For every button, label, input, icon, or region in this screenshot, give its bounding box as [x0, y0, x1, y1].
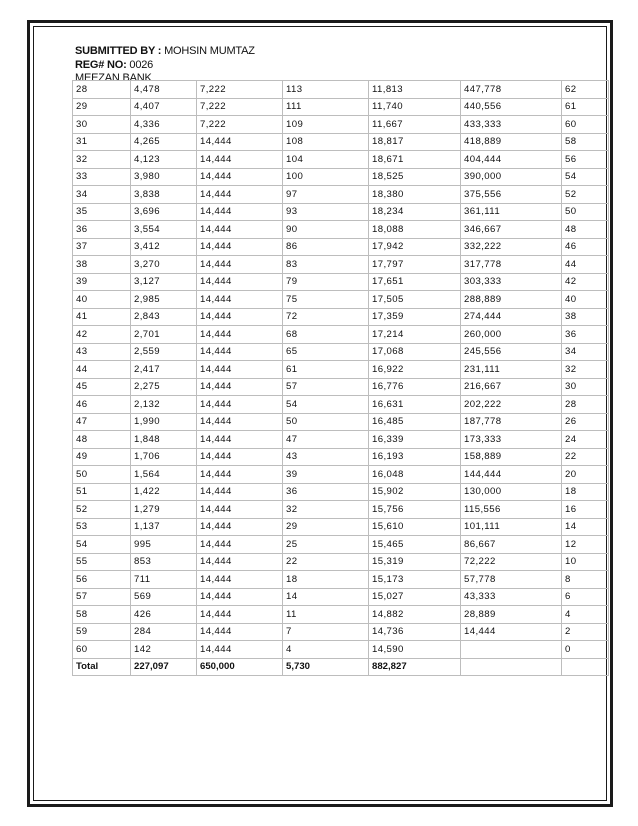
table-cell: 43: [283, 448, 369, 466]
submitted-by-value: MOHSIN MUMTAZ: [161, 45, 255, 57]
table-cell: 6: [562, 588, 609, 606]
table-cell: 8: [562, 571, 609, 589]
table-cell: 55: [73, 553, 131, 571]
table-cell: 2,275: [131, 378, 197, 396]
table-cell: 14,444: [197, 518, 283, 536]
table-cell: 93: [283, 203, 369, 221]
table-row: [73, 623, 609, 641]
table-cell: 173,333: [461, 431, 562, 449]
table-cell: [562, 658, 609, 676]
table-cell: 1,848: [131, 431, 197, 449]
table-cell: 4: [283, 641, 369, 659]
table-cell: 57,778: [461, 571, 562, 589]
table-cell: 52: [73, 501, 131, 519]
table-cell: 853: [131, 553, 197, 571]
table-cell: 3,412: [131, 238, 197, 256]
table-row: [73, 378, 609, 396]
table-cell: 1,279: [131, 501, 197, 519]
table-cell: 113: [283, 81, 369, 99]
table-cell: 41: [73, 308, 131, 326]
table-cell: 61: [562, 98, 609, 116]
table-cell: 51: [73, 483, 131, 501]
table-cell: 15,319: [369, 553, 461, 571]
schedule-table: [72, 80, 609, 676]
table-cell: 17,214: [369, 326, 461, 344]
table-cell: 7,222: [197, 81, 283, 99]
table-row: [73, 98, 609, 116]
table-cell: 38: [73, 256, 131, 274]
table-cell: 14,444: [197, 238, 283, 256]
table-cell: 16,631: [369, 396, 461, 414]
table-cell: 3,696: [131, 203, 197, 221]
table-cell: 4,478: [131, 81, 197, 99]
table-cell: 14,444: [197, 396, 283, 414]
table-row: [73, 588, 609, 606]
table-cell: 11,667: [369, 116, 461, 134]
table-cell: 17,651: [369, 273, 461, 291]
table-cell: 995: [131, 536, 197, 554]
table-cell: 10: [562, 553, 609, 571]
table-cell: 3,838: [131, 186, 197, 204]
table-cell: 418,889: [461, 133, 562, 151]
table-cell: 15,610: [369, 518, 461, 536]
table-cell: 34: [562, 343, 609, 361]
table-cell: 20: [562, 466, 609, 484]
table-cell: 36: [73, 221, 131, 239]
table-row: [73, 168, 609, 186]
table-cell: 60: [73, 641, 131, 659]
table-cell: 28,889: [461, 606, 562, 624]
table-cell: 14,444: [197, 466, 283, 484]
table-cell: 29: [283, 518, 369, 536]
table-cell: 14,444: [197, 448, 283, 466]
table-cell: 14,444: [197, 536, 283, 554]
table-cell: 44: [73, 361, 131, 379]
table-cell: 14,444: [197, 571, 283, 589]
table-row: [73, 326, 609, 344]
table-cell: 569: [131, 588, 197, 606]
table-row: [73, 221, 609, 239]
table-cell: 33: [73, 168, 131, 186]
table-cell: 14,444: [197, 553, 283, 571]
table-cell: 46: [562, 238, 609, 256]
table-cell: 83: [283, 256, 369, 274]
table-cell: 0: [562, 641, 609, 659]
table-cell: 32: [73, 151, 131, 169]
table-cell: 32: [562, 361, 609, 379]
table-cell: 46: [73, 396, 131, 414]
table-cell: 7,222: [197, 98, 283, 116]
table-cell: 14,444: [197, 483, 283, 501]
table-cell: 11,813: [369, 81, 461, 99]
table-cell: 3,127: [131, 273, 197, 291]
table-cell: 15,027: [369, 588, 461, 606]
table-row: [73, 536, 609, 554]
table-cell: 62: [562, 81, 609, 99]
table-row: [73, 116, 609, 134]
table-cell: 17,359: [369, 308, 461, 326]
table-cell: 14,444: [197, 273, 283, 291]
table-cell: 50: [283, 413, 369, 431]
table-cell: 650,000: [197, 658, 283, 676]
table-cell: 14,444: [197, 291, 283, 309]
table-row: [73, 466, 609, 484]
table-cell: 47: [73, 413, 131, 431]
table-cell: 288,889: [461, 291, 562, 309]
table-cell: 109: [283, 116, 369, 134]
table-cell: 30: [73, 116, 131, 134]
total-row: [73, 658, 609, 676]
table-cell: 42: [73, 326, 131, 344]
table-cell: 12: [562, 536, 609, 554]
table-cell: 433,333: [461, 116, 562, 134]
table-cell: 17,068: [369, 343, 461, 361]
table-cell: 16,193: [369, 448, 461, 466]
table-cell: 49: [73, 448, 131, 466]
table-cell: 14,444: [197, 256, 283, 274]
table-cell: 40: [562, 291, 609, 309]
table-cell: 11,740: [369, 98, 461, 116]
table-cell: 3,270: [131, 256, 197, 274]
table-cell: 284: [131, 623, 197, 641]
table-cell: [461, 641, 562, 659]
table-cell: 52: [562, 186, 609, 204]
table-cell: 58: [73, 606, 131, 624]
table-cell: 14,444: [461, 623, 562, 641]
table-cell: 18,380: [369, 186, 461, 204]
table-cell: 28: [73, 81, 131, 99]
table-cell: 16,485: [369, 413, 461, 431]
table-cell: 14,882: [369, 606, 461, 624]
table-cell: 86: [283, 238, 369, 256]
table-cell: 16,922: [369, 361, 461, 379]
table-cell: 104: [283, 151, 369, 169]
table-row: [73, 606, 609, 624]
reg-no-value: 0026: [126, 58, 154, 71]
table-row: [73, 431, 609, 449]
table-cell: 56: [73, 571, 131, 589]
table-cell: 37: [73, 238, 131, 256]
table-cell: 100: [283, 168, 369, 186]
table-cell: 711: [131, 571, 197, 589]
table-cell: 42: [562, 273, 609, 291]
table-cell: 142: [131, 641, 197, 659]
table-cell: 65: [283, 343, 369, 361]
table-cell: 18,817: [369, 133, 461, 151]
table-cell: 17,942: [369, 238, 461, 256]
table-cell: 5,730: [283, 658, 369, 676]
table-cell: 447,778: [461, 81, 562, 99]
table-cell: 48: [562, 221, 609, 239]
table-cell: 18: [283, 571, 369, 589]
table-row: [73, 396, 609, 414]
table-cell: 50: [73, 466, 131, 484]
table-cell: 14,444: [197, 501, 283, 519]
table-cell: 26: [562, 413, 609, 431]
table-cell: 59: [73, 623, 131, 641]
table-cell: 101,111: [461, 518, 562, 536]
table-cell: 58: [562, 133, 609, 151]
table-cell: 57: [283, 378, 369, 396]
table-cell: 18,088: [369, 221, 461, 239]
table-row: [73, 641, 609, 659]
table-row: [73, 413, 609, 431]
table-cell: 15,902: [369, 483, 461, 501]
table-cell: 1,137: [131, 518, 197, 536]
table-cell: 108: [283, 133, 369, 151]
table-cell: 303,333: [461, 273, 562, 291]
table-cell: 61: [283, 361, 369, 379]
submitted-by-line: [75, 45, 255, 59]
table-cell: 36: [283, 483, 369, 501]
table-cell: 14,444: [197, 151, 283, 169]
table-cell: 14,444: [197, 623, 283, 641]
table-cell: 2,985: [131, 291, 197, 309]
table-cell: 144,444: [461, 466, 562, 484]
table-cell: 50: [562, 203, 609, 221]
table-cell: 72: [283, 308, 369, 326]
table-cell: 25: [283, 536, 369, 554]
table-cell: 43,333: [461, 588, 562, 606]
table-cell: 130,000: [461, 483, 562, 501]
table-cell: 54: [562, 168, 609, 186]
table-cell: 48: [73, 431, 131, 449]
table-cell: 28: [562, 396, 609, 414]
table-row: [73, 361, 609, 379]
table-cell: 15,465: [369, 536, 461, 554]
table-cell: 18,671: [369, 151, 461, 169]
table-cell: 2,559: [131, 343, 197, 361]
table-cell: 17,797: [369, 256, 461, 274]
reg-no-line: [75, 59, 255, 73]
table-cell: 115,556: [461, 501, 562, 519]
table-cell: 79: [283, 273, 369, 291]
table-cell: 15,756: [369, 501, 461, 519]
table-cell: 75: [283, 291, 369, 309]
table-cell: 216,667: [461, 378, 562, 396]
table-cell: 44: [562, 256, 609, 274]
table-cell: 1,706: [131, 448, 197, 466]
table-row: [73, 291, 609, 309]
table-cell: 4,265: [131, 133, 197, 151]
table-cell: 1,564: [131, 466, 197, 484]
table-cell: Total: [73, 658, 131, 676]
table-row: [73, 448, 609, 466]
table-cell: 404,444: [461, 151, 562, 169]
table-cell: 14,444: [197, 133, 283, 151]
table-cell: 22: [562, 448, 609, 466]
table-cell: 68: [283, 326, 369, 344]
table-cell: 187,778: [461, 413, 562, 431]
table-cell: 14,444: [197, 343, 283, 361]
table-cell: 14,444: [197, 203, 283, 221]
table-cell: 231,111: [461, 361, 562, 379]
table-cell: 227,097: [131, 658, 197, 676]
table-cell: 14,444: [197, 431, 283, 449]
table-row: [73, 133, 609, 151]
table-cell: 2,132: [131, 396, 197, 414]
table-row: [73, 308, 609, 326]
table-cell: 97: [283, 186, 369, 204]
table-cell: 4,336: [131, 116, 197, 134]
table-cell: 202,222: [461, 396, 562, 414]
table-cell: 1,990: [131, 413, 197, 431]
table-cell: 15,173: [369, 571, 461, 589]
table-cell: 2: [562, 623, 609, 641]
table-cell: 14,444: [197, 606, 283, 624]
table-cell: 375,556: [461, 186, 562, 204]
table-cell: 14,444: [197, 413, 283, 431]
table-cell: 7: [283, 623, 369, 641]
table-cell: 3,554: [131, 221, 197, 239]
table-cell: 16,776: [369, 378, 461, 396]
table-cell: 30: [562, 378, 609, 396]
table-cell: 45: [73, 378, 131, 396]
table-cell: 14,736: [369, 623, 461, 641]
table-row: [73, 81, 609, 99]
table-row: [73, 256, 609, 274]
table-cell: 14,444: [197, 308, 283, 326]
table-cell: 882,827: [369, 658, 461, 676]
table-cell: 34: [73, 186, 131, 204]
table-row: [73, 203, 609, 221]
table-cell: 17,505: [369, 291, 461, 309]
table-cell: 29: [73, 98, 131, 116]
table-cell: 36: [562, 326, 609, 344]
table-cell: 22: [283, 553, 369, 571]
submitted-by-label: SUBMITTED BY :: [75, 45, 162, 57]
table-row: [73, 553, 609, 571]
table-row: [73, 273, 609, 291]
table-cell: 47: [283, 431, 369, 449]
table-cell: 86,667: [461, 536, 562, 554]
table-cell: 4,123: [131, 151, 197, 169]
table-cell: 14: [562, 518, 609, 536]
table-cell: 440,556: [461, 98, 562, 116]
table-cell: 158,889: [461, 448, 562, 466]
table-cell: 18: [562, 483, 609, 501]
table-cell: 390,000: [461, 168, 562, 186]
table-cell: 16,048: [369, 466, 461, 484]
table-cell: 14,444: [197, 221, 283, 239]
table-cell: 260,000: [461, 326, 562, 344]
table-cell: 2,843: [131, 308, 197, 326]
table-cell: 35: [73, 203, 131, 221]
table-row: [73, 501, 609, 519]
table-cell: 426: [131, 606, 197, 624]
table-cell: 31: [73, 133, 131, 151]
table-cell: 39: [73, 273, 131, 291]
table-cell: 3,980: [131, 168, 197, 186]
table-cell: 7,222: [197, 116, 283, 134]
bank-name: MEEZAN BANK: [75, 72, 152, 84]
table-cell: 14,444: [197, 186, 283, 204]
table-cell: 39: [283, 466, 369, 484]
table-cell: 43: [73, 343, 131, 361]
table-cell: 16: [562, 501, 609, 519]
table-cell: 14,444: [197, 378, 283, 396]
table-cell: 24: [562, 431, 609, 449]
table-cell: 14,590: [369, 641, 461, 659]
table-cell: 111: [283, 98, 369, 116]
table-cell: 11: [283, 606, 369, 624]
table-cell: 4: [562, 606, 609, 624]
table-row: [73, 483, 609, 501]
table-cell: 18,234: [369, 203, 461, 221]
table-cell: 332,222: [461, 238, 562, 256]
table-cell: 57: [73, 588, 131, 606]
table-row: [73, 186, 609, 204]
table-cell: 56: [562, 151, 609, 169]
table-cell: 14,444: [197, 361, 283, 379]
table-cell: 40: [73, 291, 131, 309]
table-cell: [461, 658, 562, 676]
table-cell: 1,422: [131, 483, 197, 501]
table-cell: 14,444: [197, 588, 283, 606]
table-cell: 245,556: [461, 343, 562, 361]
table-cell: 53: [73, 518, 131, 536]
table-cell: 2,701: [131, 326, 197, 344]
table-cell: 14,444: [197, 326, 283, 344]
table-cell: 16,339: [369, 431, 461, 449]
table-cell: 90: [283, 221, 369, 239]
table-cell: 361,111: [461, 203, 562, 221]
reg-no-label: REG# NO:: [75, 58, 127, 71]
table-row: [73, 518, 609, 536]
table-cell: 274,444: [461, 308, 562, 326]
table-cell: 60: [562, 116, 609, 134]
table-cell: 4,407: [131, 98, 197, 116]
table-cell: 14: [283, 588, 369, 606]
table-cell: 72,222: [461, 553, 562, 571]
table-cell: 14,444: [197, 168, 283, 186]
table-cell: 346,667: [461, 221, 562, 239]
table-row: [73, 151, 609, 169]
table-cell: 2,417: [131, 361, 197, 379]
table-cell: 54: [73, 536, 131, 554]
table-row: [73, 343, 609, 361]
table-cell: 317,778: [461, 256, 562, 274]
table-cell: 32: [283, 501, 369, 519]
table-cell: 18,525: [369, 168, 461, 186]
table-cell: 54: [283, 396, 369, 414]
table-row: [73, 238, 609, 256]
table-cell: 14,444: [197, 641, 283, 659]
table-row: [73, 571, 609, 589]
table-cell: 38: [562, 308, 609, 326]
